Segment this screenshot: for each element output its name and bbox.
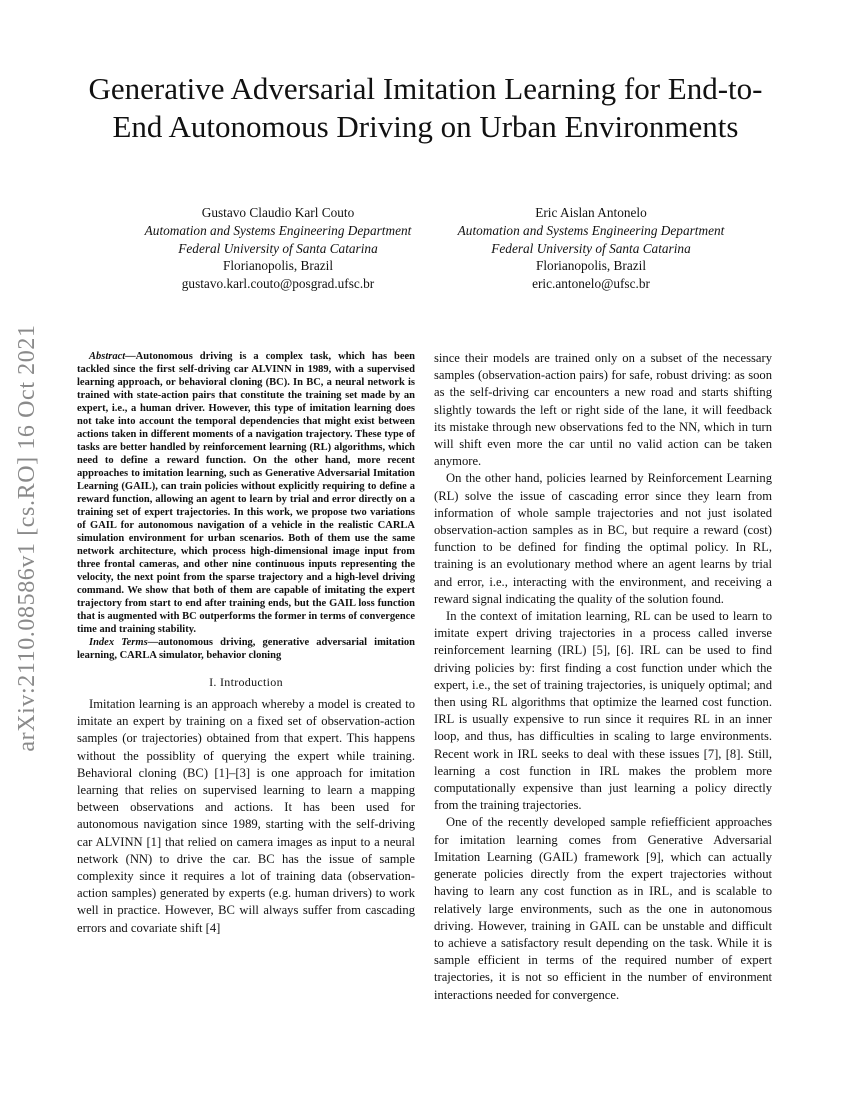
index-terms (77, 636, 415, 662)
body-paragraph: since their models are trained only on a subset of the necessary samples (observation-action pairs) for safe, robust driving: as soon as the self-driving car encounters a new road and starts shifting slightly towards the left or right side of the lane, it will feedback its mistake through new observations fed to the NN, which in turn will shift even more the car until no valid action can be taken anymore. (434, 351, 772, 469)
author-university: Federal University of Santa Catarina (178, 240, 378, 256)
author-location: Florianopolis, Brazil (222, 258, 334, 274)
body-paragraph: One of the recently developed sample refiefficient approaches for imitation learning comes from Generative Adversarial Imitation Learning (GAIL) framework [9], which can actually generate policies directly from the expert trajectories without having to learn any cost function as in IRL, and is scalable to relatively large environments, such as the one in autonomous driving. However, training in GAIL can be unstable and difficult to achieve a satisfactory result depending on the task. While it is sample efficient in terms of the required number of expert trajectories, it is not so efficient in the number of environment interactions needed for convergence. (434, 815, 772, 1002)
author-name: Eric Aislan Antonelo (535, 205, 647, 220)
index-terms-text: —autonomous driving, generative adversarial imitation learning, CARLA simulator, behavior cloning (77, 637, 415, 661)
author-email: gustavo.karl.couto@posgrad.ufsc.br (181, 276, 375, 292)
author-name: Gustavo Claudio Karl Couto (201, 205, 355, 220)
author-email: eric.antonelo@ufsc.br (532, 276, 650, 292)
paper-title: Generative Adversarial Imitation Learning for End-to-End Autonomous Driving on Urban Environments (88, 71, 763, 144)
right-column (434, 350, 772, 1004)
left-column (77, 350, 415, 937)
author-university: Federal University of Santa Catarina (491, 240, 691, 256)
abstract-text: —Autonomous driving is a complex task, which has been tackled since the first self-driving car ALVINN in 1989, with a supervised learning approach, or behavioral cloning (BC). In BC, a neural network is trained with state-action pairs that constitute the training set made by an expert, i.e., a human driver. However, this type of imitation learning does not take into account the temporal dependencies that might exist between actions taken in different moments of a navigation trajectory. These type of tasks are better handled by reinforcement learning (RL) algorithms, which need to define a reward function. On the other hand, more recent approaches to imitation learning, such as Generative Adversarial Imitation Learning (GAIL), can train policies without explicitly requiring to define a reward function, allowing an agent to learn by trial and error directly on a training set of expert trajectories. In this work, we propose two variations of GAIL for autonomous navigation of a vehicle in the realistic CARLA simulation environment for urban scenarios. Both of them use the same network architecture, which process high-dimensional image input from three frontal cameras, and other nine continuous inputs representing the velocity, the next point from the sparse trajectory and a high-level driving command. We show that both of them are capable of imitating the expert trajectory from start to end after training ends, but the GAIL loss function that is augmented with BC outperforms the former in terms of convergence time and training stability. (77, 351, 415, 635)
author-department: Automation and Systems Engineering Department (144, 222, 412, 238)
author-department: Automation and Systems Engineering Department (457, 222, 725, 238)
abstract-label: Abstract (89, 351, 126, 362)
author-block-2 (441, 204, 741, 293)
body-paragraph: On the other hand, policies learned by Reinforcement Learning (RL) solve the issue of cascading error since they learn from information of whole sample trajectories and not just isolated observation-action samples as in BC, but require a reward (cost) function to be defined for finding the optimal policy. In RL, training is an evolutionary method where an agent learns by trial and error, i.e., interacting with the environment, and receiving a reward signal indicating the quality of the solution found. (434, 471, 772, 606)
author-block-1 (128, 204, 428, 293)
body-paragraph: In the context of imitation learning, RL can be used to learn to imitate expert driving trajectories in a process called inverse reinforcement learning (IRL) [5], [6]. IRL can be used to find driving policies by: first finding a cost function under which the expert, i.e., the set of training trajectories, is uniquely optimal; and then using RL algorithms that optimize the learned cost function. IRL is usually expensive to run since it requires RL in an inner loop, and thus, has difficulties in scaling to large environments. Recent work in IRL seeks to deal with these issues [7], [8]. Still, learning a cost function in IRL makes the problem more computationally expensive than just learning a policy directly from the training trajectories. (434, 609, 772, 813)
arxiv-stamp: arXiv:2110.08586v1 [cs.RO] 16 Oct 2021 (14, 324, 40, 752)
index-terms-label: Index Terms (89, 637, 148, 648)
section-heading: I. Introduction (209, 675, 283, 689)
body-paragraph: Imitation learning is an approach whereby a model is created to imitate an expert by training on a fixed set of observation-action samples (or trajectories) obtained from that expert. This happens without the possiblity of querying the expert while training. Behavioral cloning (BC) [1]–[3] is one approach for imitation learning that relies on supervised learning to learn a mapping between observations and actions. It has been used for autonomous navigation since 1989, starting with the self-driving car ALVINN [1] that relied on camera images as input to a neural network (NN) to drive the car. BC has the issue of sample complexity since it requires a lot of training data (observation-action samples) generated by experts (e.g. human drivers) to work well in practice. However, BC will always suffer from cascading errors and covariate shift [4] (77, 697, 415, 935)
author-location: Florianopolis, Brazil (535, 258, 647, 274)
abstract (77, 350, 415, 636)
